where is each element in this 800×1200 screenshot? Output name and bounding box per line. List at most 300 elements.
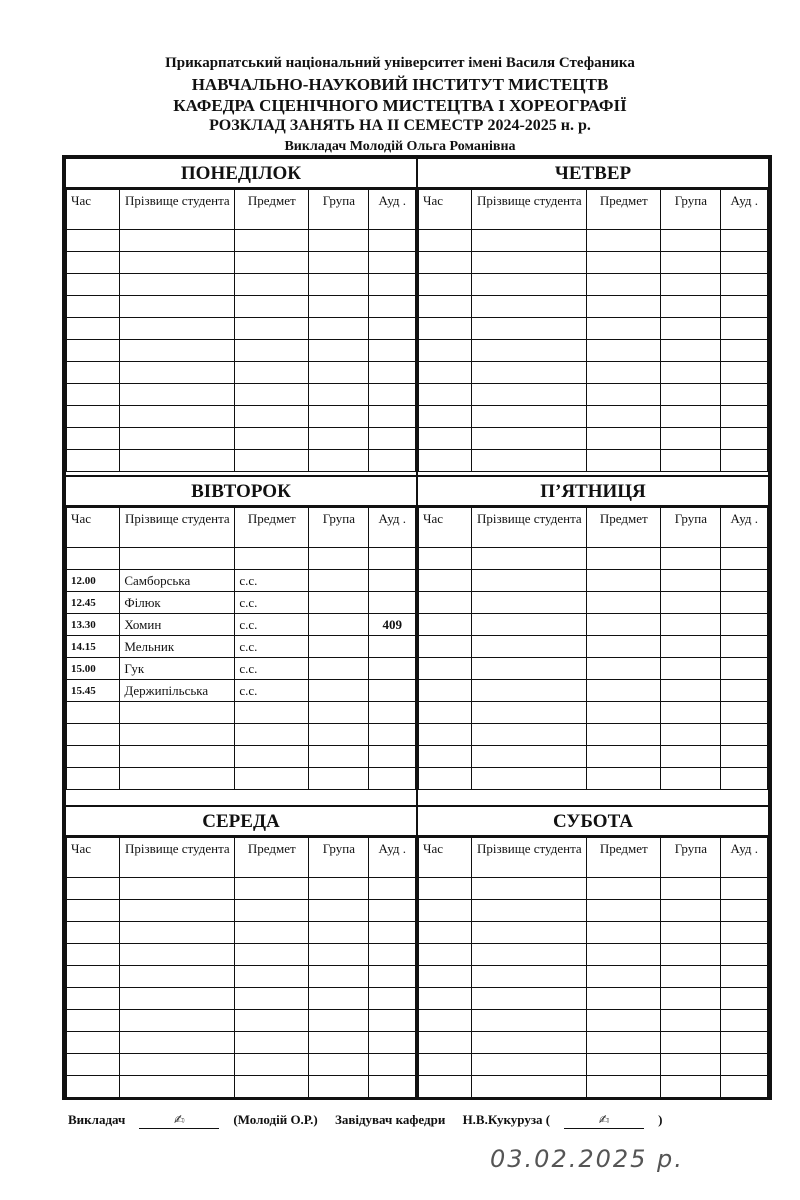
column-header: Час bbox=[67, 838, 120, 878]
cell-subject: с.с. bbox=[235, 592, 309, 614]
cell-name bbox=[472, 592, 587, 614]
table-row bbox=[419, 384, 768, 406]
cell-time bbox=[419, 406, 472, 428]
cell-time bbox=[419, 922, 472, 944]
cell-name bbox=[120, 1076, 235, 1098]
column-header: Прізвище студента bbox=[472, 190, 587, 230]
cell-room bbox=[721, 636, 768, 658]
cell-subject bbox=[235, 944, 309, 966]
cell-group bbox=[309, 318, 369, 340]
table-row bbox=[419, 340, 768, 362]
cell-room bbox=[721, 570, 768, 592]
cell-subject bbox=[587, 570, 661, 592]
cell-name bbox=[472, 944, 587, 966]
cell-group bbox=[661, 1054, 721, 1076]
cell-group bbox=[309, 570, 369, 592]
cell-group bbox=[661, 428, 721, 450]
cell-time bbox=[67, 406, 120, 428]
cell-group bbox=[309, 450, 369, 472]
cell-time bbox=[67, 1054, 120, 1076]
cell-name bbox=[472, 988, 587, 1010]
cell-name bbox=[472, 636, 587, 658]
cell-name bbox=[120, 724, 235, 746]
cell-room bbox=[721, 702, 768, 724]
department-name: КАФЕДРА СЦЕНІЧНОГО МИСТЕЦТВА І ХОРЕОГРАФІЇ bbox=[173, 96, 627, 115]
cell-group bbox=[309, 966, 369, 988]
cell-room bbox=[369, 428, 416, 450]
cell-name: Гук bbox=[120, 658, 235, 680]
cell-subject bbox=[587, 900, 661, 922]
column-header: Прізвище студента bbox=[472, 838, 587, 878]
cell-group bbox=[661, 988, 721, 1010]
column-header: Група bbox=[309, 190, 369, 230]
day-title: ПОНЕДІЛОК bbox=[66, 159, 416, 189]
cell-name bbox=[472, 406, 587, 428]
table-row bbox=[419, 966, 768, 988]
cell-subject bbox=[587, 252, 661, 274]
cell-group bbox=[309, 702, 369, 724]
cell-time bbox=[67, 340, 120, 362]
column-header: Час bbox=[419, 190, 472, 230]
cell-group bbox=[661, 746, 721, 768]
cell-time bbox=[419, 274, 472, 296]
cell-name bbox=[120, 296, 235, 318]
cell-time bbox=[67, 724, 120, 746]
cell-time bbox=[419, 252, 472, 274]
cell-room bbox=[721, 450, 768, 472]
cell-time bbox=[67, 274, 120, 296]
column-header: Ауд . bbox=[369, 190, 416, 230]
cell-time bbox=[419, 1032, 472, 1054]
cell-name bbox=[472, 384, 587, 406]
cell-time bbox=[419, 450, 472, 472]
cell-subject bbox=[587, 1076, 661, 1098]
table-row bbox=[419, 1076, 768, 1098]
table-row bbox=[419, 362, 768, 384]
cell-group bbox=[309, 768, 369, 790]
cell-subject bbox=[235, 362, 309, 384]
schedule-title: РОЗКЛАД ЗАНЯТЬ НА ІІ СЕМЕСТР 2024-2025 н. р. bbox=[209, 117, 591, 134]
table-row bbox=[67, 230, 416, 252]
cell-group bbox=[661, 614, 721, 636]
cell-room bbox=[721, 296, 768, 318]
cell-time bbox=[67, 944, 120, 966]
table-row bbox=[419, 988, 768, 1010]
table-row bbox=[67, 406, 416, 428]
cell-subject bbox=[587, 230, 661, 252]
teacher-short-name: (Молодій О.Р.) bbox=[233, 1112, 318, 1127]
cell-subject bbox=[235, 966, 309, 988]
cell-room bbox=[721, 1076, 768, 1098]
table-row bbox=[67, 274, 416, 296]
cell-room bbox=[369, 384, 416, 406]
cell-group bbox=[309, 680, 369, 702]
cell-time bbox=[419, 900, 472, 922]
cell-subject bbox=[235, 548, 309, 570]
cell-subject bbox=[587, 922, 661, 944]
cell-subject bbox=[235, 274, 309, 296]
cell-subject bbox=[587, 428, 661, 450]
table-row bbox=[419, 428, 768, 450]
cell-subject bbox=[587, 702, 661, 724]
column-header: Прізвище студента bbox=[120, 838, 235, 878]
cell-subject bbox=[587, 658, 661, 680]
cell-time bbox=[419, 1076, 472, 1098]
cell-group bbox=[309, 592, 369, 614]
cell-group bbox=[309, 1010, 369, 1032]
cell-subject bbox=[587, 592, 661, 614]
table-row bbox=[67, 340, 416, 362]
cell-subject bbox=[235, 702, 309, 724]
schedule-table bbox=[418, 507, 768, 790]
cell-time bbox=[67, 252, 120, 274]
cell-group bbox=[661, 1032, 721, 1054]
cell-name bbox=[120, 878, 235, 900]
cell-room bbox=[721, 966, 768, 988]
cell-subject bbox=[235, 1054, 309, 1076]
cell-group bbox=[661, 570, 721, 592]
cell-name bbox=[472, 1032, 587, 1054]
cell-subject bbox=[587, 384, 661, 406]
cell-time bbox=[419, 318, 472, 340]
cell-group bbox=[309, 922, 369, 944]
cell-time bbox=[419, 592, 472, 614]
cell-name bbox=[472, 318, 587, 340]
cell-subject bbox=[235, 296, 309, 318]
cell-time bbox=[419, 384, 472, 406]
cell-time bbox=[419, 362, 472, 384]
cell-subject bbox=[587, 318, 661, 340]
cell-group bbox=[661, 636, 721, 658]
schedule-table bbox=[66, 189, 416, 472]
table-row bbox=[67, 296, 416, 318]
cell-room bbox=[721, 274, 768, 296]
cell-room bbox=[721, 944, 768, 966]
cell-subject bbox=[587, 362, 661, 384]
cell-name bbox=[120, 450, 235, 472]
cell-time bbox=[419, 230, 472, 252]
cell-subject: с.с. bbox=[235, 614, 309, 636]
cell-group bbox=[661, 900, 721, 922]
cell-group bbox=[661, 548, 721, 570]
cell-subject bbox=[587, 614, 661, 636]
cell-time bbox=[67, 384, 120, 406]
cell-name bbox=[472, 878, 587, 900]
cell-group bbox=[661, 592, 721, 614]
cell-room bbox=[721, 406, 768, 428]
schedule-table bbox=[66, 507, 416, 790]
cell-room bbox=[721, 922, 768, 944]
cell-room bbox=[721, 252, 768, 274]
table-row bbox=[419, 1032, 768, 1054]
table-row bbox=[67, 724, 416, 746]
cell-subject bbox=[587, 450, 661, 472]
university-name: Прикарпатський національний університет імені Василя Стефаника bbox=[165, 55, 635, 71]
head-label: Завідувач кафедри bbox=[334, 1112, 446, 1127]
cell-name bbox=[472, 746, 587, 768]
cell-group bbox=[309, 274, 369, 296]
cell-name bbox=[120, 944, 235, 966]
cell-subject bbox=[587, 340, 661, 362]
column-header: Ауд . bbox=[721, 190, 768, 230]
cell-group bbox=[309, 340, 369, 362]
cell-name bbox=[120, 274, 235, 296]
column-header: Предмет bbox=[587, 838, 661, 878]
cell-group bbox=[309, 428, 369, 450]
table-row bbox=[419, 570, 768, 592]
cell-subject bbox=[235, 450, 309, 472]
teacher-label: Викладач bbox=[68, 1112, 126, 1127]
cell-group bbox=[309, 406, 369, 428]
cell-time: 15.45 bbox=[67, 680, 120, 702]
table-row bbox=[67, 680, 416, 702]
table-row bbox=[67, 1010, 416, 1032]
cell-group bbox=[661, 252, 721, 274]
cell-name bbox=[472, 724, 587, 746]
cell-time bbox=[419, 1010, 472, 1032]
cell-time bbox=[419, 636, 472, 658]
column-header: Група bbox=[661, 190, 721, 230]
cell-room bbox=[369, 1032, 416, 1054]
teacher-name: Викладач Молодій Ольга Романівна bbox=[284, 139, 516, 154]
column-header: Група bbox=[661, 838, 721, 878]
cell-name: Мельник bbox=[120, 636, 235, 658]
cell-room bbox=[721, 318, 768, 340]
table-row bbox=[67, 450, 416, 472]
cell-group bbox=[661, 724, 721, 746]
cell-group bbox=[309, 296, 369, 318]
table-row bbox=[67, 900, 416, 922]
cell-name bbox=[120, 428, 235, 450]
cell-subject bbox=[235, 1010, 309, 1032]
day-title: ЧЕТВЕР bbox=[418, 159, 768, 189]
cell-group bbox=[309, 1076, 369, 1098]
cell-subject bbox=[587, 406, 661, 428]
cell-time bbox=[419, 966, 472, 988]
cell-subject bbox=[235, 340, 309, 362]
cell-name bbox=[472, 1054, 587, 1076]
cell-room bbox=[369, 878, 416, 900]
cell-room bbox=[369, 658, 416, 680]
cell-subject bbox=[587, 636, 661, 658]
cell-room bbox=[721, 680, 768, 702]
table-row bbox=[419, 944, 768, 966]
cell-subject bbox=[235, 922, 309, 944]
cell-time bbox=[419, 878, 472, 900]
table-row bbox=[67, 548, 416, 570]
cell-name bbox=[120, 406, 235, 428]
cell-name: Філюк bbox=[120, 592, 235, 614]
cell-subject bbox=[235, 1076, 309, 1098]
cell-room bbox=[369, 944, 416, 966]
cell-name bbox=[120, 768, 235, 790]
table-row bbox=[419, 702, 768, 724]
cell-group bbox=[661, 878, 721, 900]
cell-name: Хомин bbox=[120, 614, 235, 636]
cell-room bbox=[721, 362, 768, 384]
cell-subject bbox=[235, 230, 309, 252]
cell-time bbox=[419, 988, 472, 1010]
column-header: Прізвище студента bbox=[472, 508, 587, 548]
table-row bbox=[67, 614, 416, 636]
table-row bbox=[419, 900, 768, 922]
table-row bbox=[67, 966, 416, 988]
cell-group bbox=[309, 900, 369, 922]
day-title: П’ЯТНИЦЯ bbox=[418, 477, 768, 507]
cell-time: 12.00 bbox=[67, 570, 120, 592]
cell-group bbox=[661, 230, 721, 252]
cell-name bbox=[472, 450, 587, 472]
cell-name bbox=[472, 966, 587, 988]
table-row bbox=[67, 1076, 416, 1098]
cell-subject bbox=[587, 944, 661, 966]
cell-name: Самборська bbox=[120, 570, 235, 592]
cell-subject bbox=[587, 548, 661, 570]
column-header: Предмет bbox=[235, 190, 309, 230]
cell-subject bbox=[235, 746, 309, 768]
cell-group bbox=[661, 1010, 721, 1032]
cell-group bbox=[661, 406, 721, 428]
cell-name bbox=[120, 966, 235, 988]
head-close: ) bbox=[658, 1112, 663, 1127]
cell-group bbox=[661, 768, 721, 790]
cell-subject: с.с. bbox=[235, 570, 309, 592]
cell-time bbox=[419, 746, 472, 768]
cell-subject: с.с. bbox=[235, 636, 309, 658]
cell-name bbox=[120, 384, 235, 406]
cell-group bbox=[661, 318, 721, 340]
cell-time bbox=[67, 878, 120, 900]
cell-subject bbox=[235, 318, 309, 340]
cell-subject bbox=[235, 724, 309, 746]
cell-room bbox=[721, 878, 768, 900]
cell-group bbox=[309, 658, 369, 680]
head-name: Н.В.Кукуруза ( bbox=[462, 1112, 551, 1127]
table-row bbox=[67, 702, 416, 724]
cell-time bbox=[419, 340, 472, 362]
cell-subject bbox=[235, 428, 309, 450]
cell-subject bbox=[587, 1032, 661, 1054]
cell-room bbox=[721, 658, 768, 680]
day-friday bbox=[417, 476, 769, 806]
column-header: Предмет bbox=[235, 508, 309, 548]
cell-name bbox=[472, 922, 587, 944]
table-row bbox=[419, 548, 768, 570]
cell-subject bbox=[587, 746, 661, 768]
cell-room bbox=[721, 1032, 768, 1054]
cell-time bbox=[67, 362, 120, 384]
cell-room bbox=[369, 406, 416, 428]
cell-room: 409 bbox=[369, 614, 416, 636]
cell-subject bbox=[235, 878, 309, 900]
table-row bbox=[419, 768, 768, 790]
cell-group bbox=[309, 724, 369, 746]
cell-name bbox=[472, 274, 587, 296]
cell-group bbox=[309, 1032, 369, 1054]
cell-name bbox=[472, 702, 587, 724]
table-row bbox=[419, 636, 768, 658]
table-row bbox=[419, 252, 768, 274]
day-title: ВІВТОРОК bbox=[66, 477, 416, 507]
cell-room bbox=[369, 570, 416, 592]
column-header: Прізвище студента bbox=[120, 508, 235, 548]
table-row bbox=[419, 230, 768, 252]
cell-time: 13.30 bbox=[67, 614, 120, 636]
cell-room bbox=[721, 614, 768, 636]
teacher-signature: ✍ bbox=[139, 1113, 219, 1129]
cell-time bbox=[419, 548, 472, 570]
cell-room bbox=[369, 296, 416, 318]
cell-time bbox=[67, 428, 120, 450]
cell-room bbox=[369, 548, 416, 570]
institute-name: НАВЧАЛЬНО-НАУКОВИЙ ІНСТИТУТ МИСТЕЦТВ bbox=[191, 75, 609, 94]
cell-name bbox=[472, 1076, 587, 1098]
table-row bbox=[419, 746, 768, 768]
cell-subject bbox=[235, 384, 309, 406]
cell-group bbox=[661, 274, 721, 296]
cell-time: 14.15 bbox=[67, 636, 120, 658]
cell-room bbox=[369, 1076, 416, 1098]
cell-time bbox=[67, 318, 120, 340]
table-row bbox=[67, 944, 416, 966]
cell-room bbox=[369, 768, 416, 790]
table-row bbox=[67, 362, 416, 384]
column-header: Час bbox=[67, 190, 120, 230]
column-header: Предмет bbox=[235, 838, 309, 878]
cell-subject bbox=[235, 252, 309, 274]
cell-name bbox=[472, 768, 587, 790]
table-row bbox=[67, 922, 416, 944]
cell-subject: с.с. bbox=[235, 680, 309, 702]
cell-name bbox=[472, 614, 587, 636]
cell-subject bbox=[587, 1054, 661, 1076]
handwritten-date: 03.02.2025 р. bbox=[490, 1145, 684, 1173]
cell-group bbox=[661, 450, 721, 472]
cell-time bbox=[67, 702, 120, 724]
column-header: Група bbox=[309, 838, 369, 878]
schedule-sheet bbox=[62, 155, 772, 1100]
cell-name bbox=[472, 548, 587, 570]
cell-name bbox=[472, 680, 587, 702]
table-row bbox=[419, 878, 768, 900]
cell-time bbox=[67, 230, 120, 252]
cell-room bbox=[369, 340, 416, 362]
cell-group bbox=[309, 746, 369, 768]
column-header: Прізвище студента bbox=[120, 190, 235, 230]
cell-time: 15.00 bbox=[67, 658, 120, 680]
column-header: Ауд . bbox=[721, 838, 768, 878]
cell-time bbox=[419, 680, 472, 702]
cell-group bbox=[309, 1054, 369, 1076]
cell-room bbox=[369, 922, 416, 944]
table-row bbox=[67, 318, 416, 340]
cell-name bbox=[472, 428, 587, 450]
column-header: Ауд . bbox=[721, 508, 768, 548]
day-saturday bbox=[417, 806, 769, 1099]
cell-room bbox=[369, 724, 416, 746]
cell-room bbox=[369, 636, 416, 658]
table-row bbox=[67, 570, 416, 592]
cell-name bbox=[120, 252, 235, 274]
cell-time bbox=[419, 428, 472, 450]
day-thursday bbox=[417, 158, 769, 476]
cell-group bbox=[661, 966, 721, 988]
cell-subject bbox=[587, 988, 661, 1010]
cell-group bbox=[661, 384, 721, 406]
cell-room bbox=[721, 384, 768, 406]
cell-time bbox=[419, 702, 472, 724]
cell-room bbox=[721, 592, 768, 614]
